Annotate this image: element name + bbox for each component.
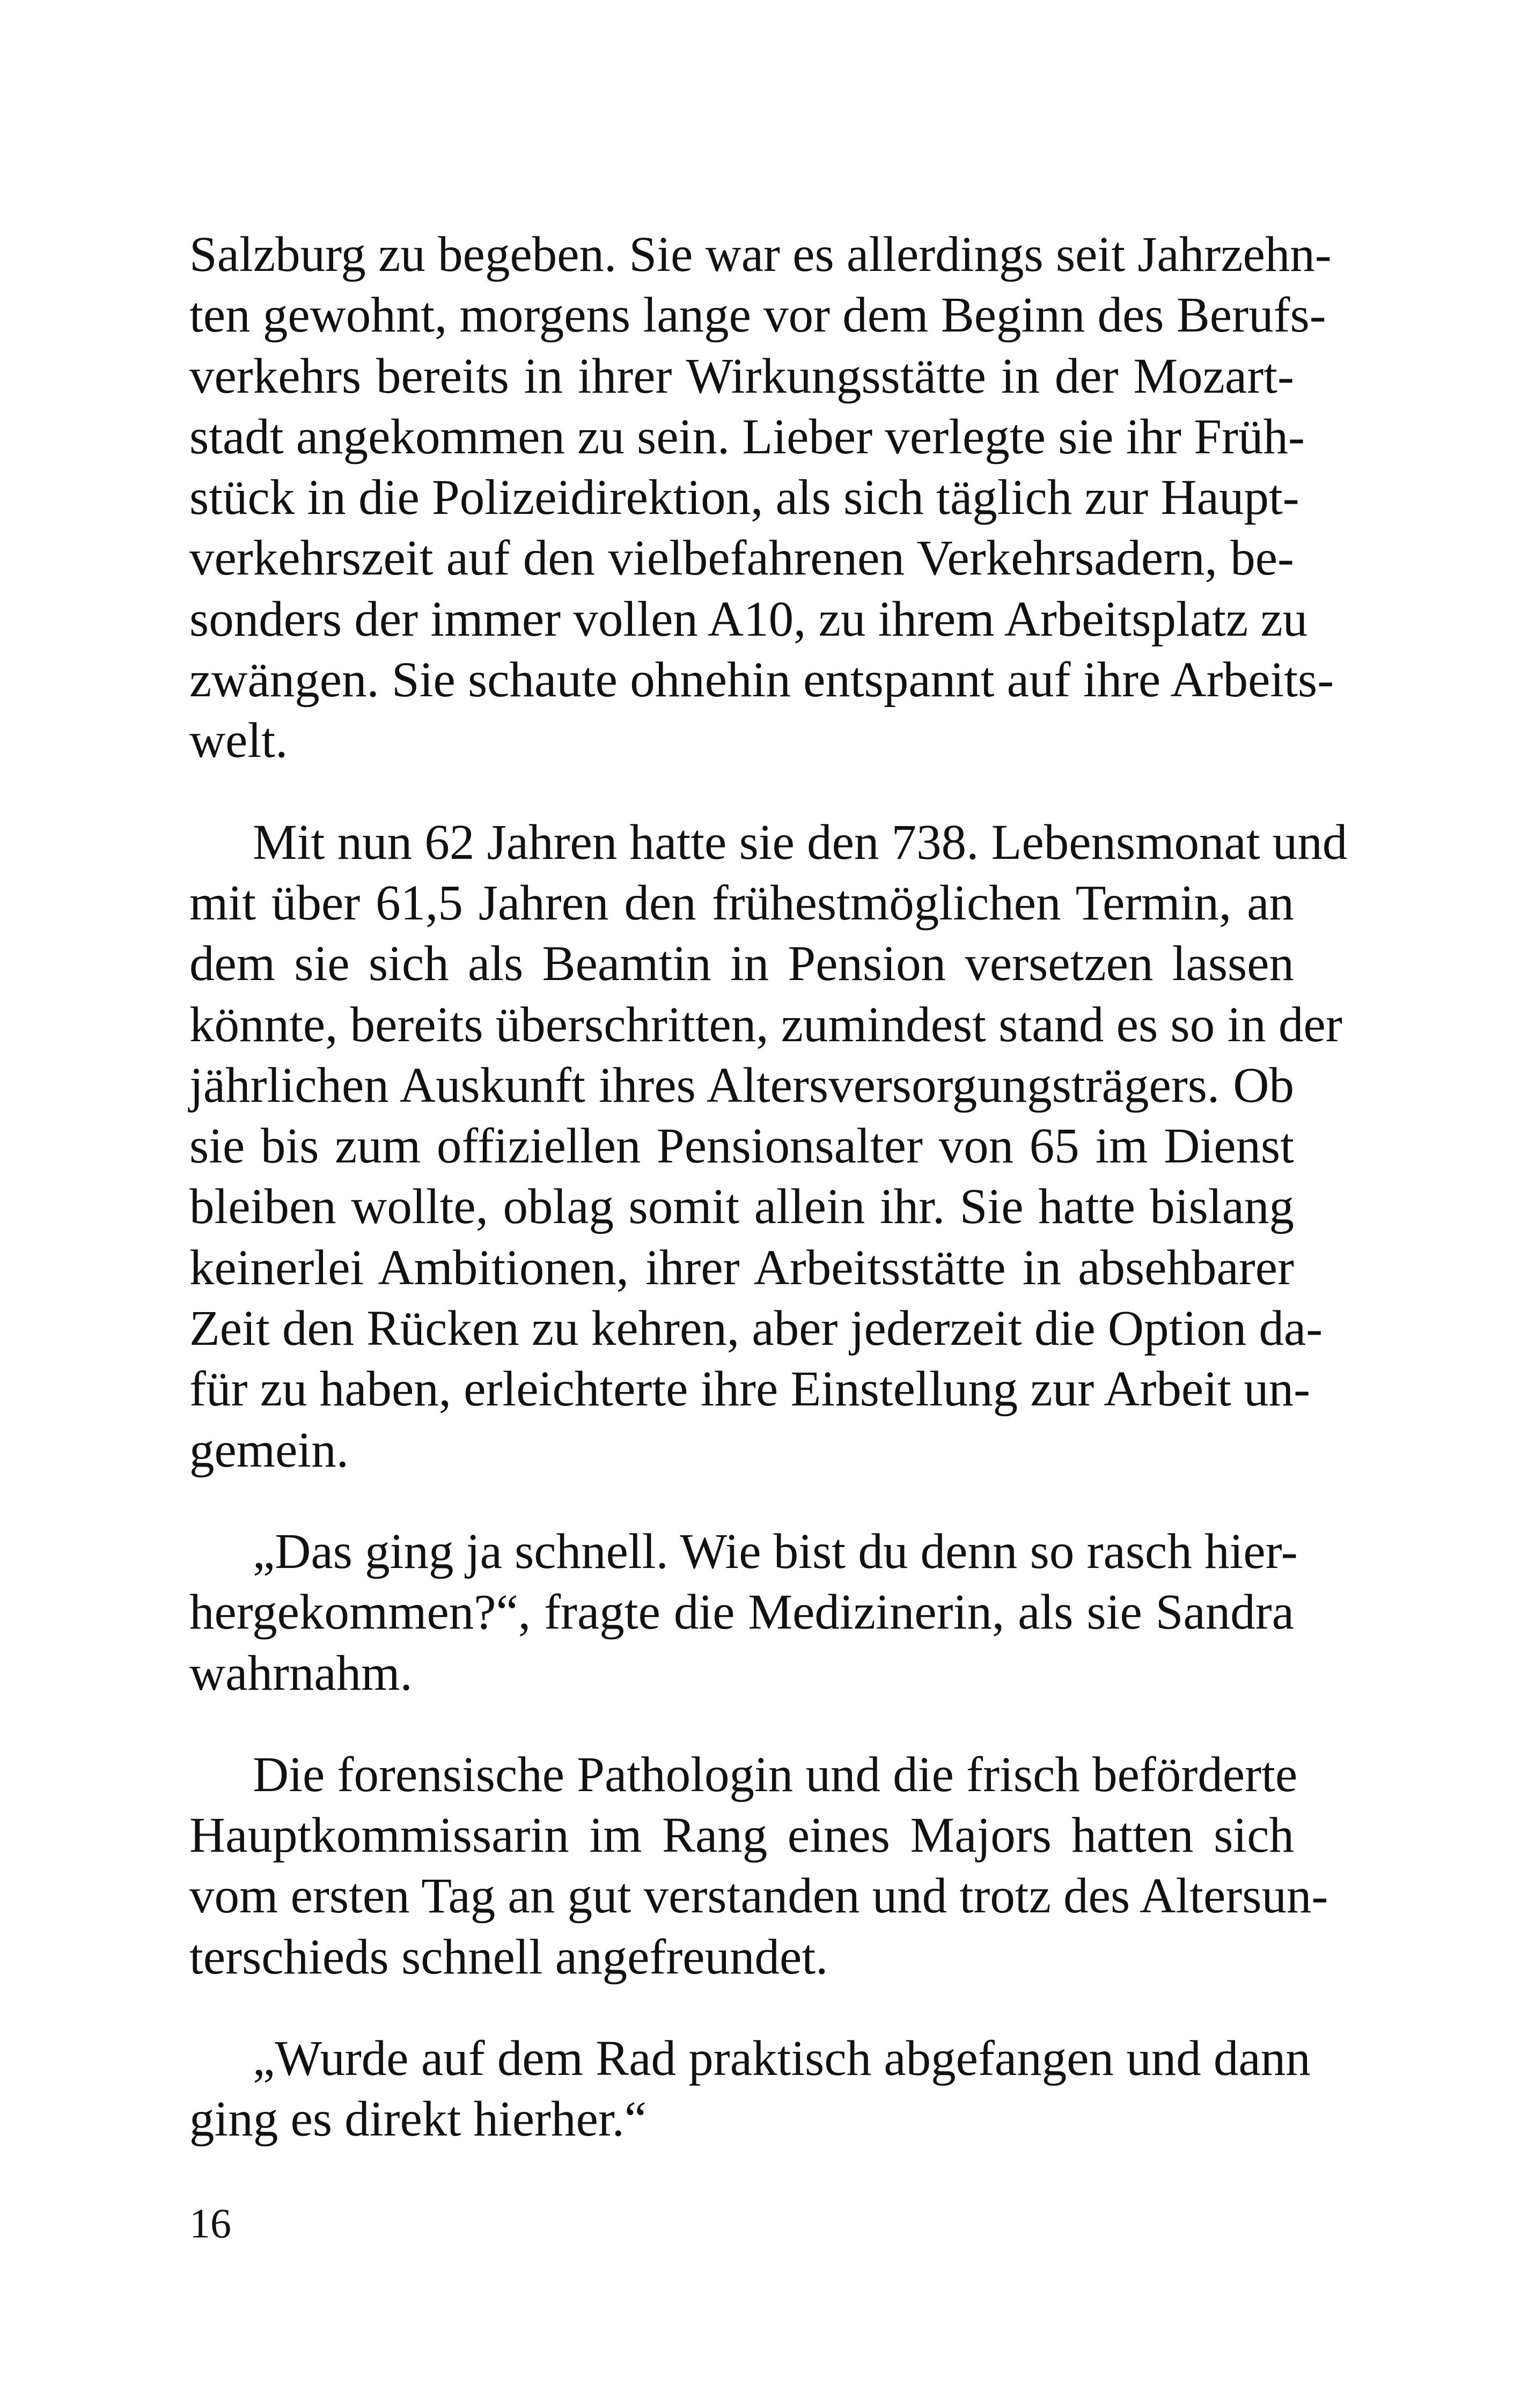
text-line: Zeit den Rücken zu kehren, aber jederzeit die Option da- [189, 1301, 1323, 1357]
text-line: ging es direkt hierher.“ [189, 2092, 647, 2147]
paragraph-1 [189, 224, 1334, 771]
text-line: ten gewohnt, morgens lange vor dem Beginn des Berufs- [189, 288, 1326, 343]
text-line: dem sie sich als Beamtin in Pension versetzen lassen [189, 936, 1294, 992]
page-number: 16 [189, 2200, 231, 2247]
paragraph-5 [189, 2028, 1311, 2150]
body-text [189, 224, 1348, 2150]
text-line: könnte, bereits überschritten, zumindest stand es so in der [189, 997, 1342, 1052]
paragraph-3 [189, 1521, 1298, 1704]
text-line: welt. [189, 713, 288, 769]
text-line: gemein. [189, 1422, 349, 1478]
text-line: vom ersten Tag an gut verstanden und trotz des Altersun- [189, 1868, 1328, 1924]
text-line: stadt angekommen zu sein. Lieber verlegte sie ihr Früh- [189, 409, 1305, 465]
text-line: sonders der immer vollen A10, zu ihrem Arbeitsplatz zu [189, 591, 1308, 647]
text-line: verkehrszeit auf den vielbefahrenen Verkehrsadern, be- [189, 531, 1294, 586]
paragraph-4 [189, 1744, 1328, 1987]
text-line: Mit nun 62 Jahren hatte sie den 738. Lebensmonat und [253, 814, 1348, 870]
text-line: Die forensische Pathologin und die frisch beförderte [253, 1747, 1298, 1802]
text-line: keinerlei Ambitionen, ihrer Arbeitsstätte in absehbarer [189, 1240, 1294, 1295]
text-line: „Das ging ja schnell. Wie bist du denn so rasch hier- [253, 1523, 1298, 1579]
text-line: zwängen. Sie schaute ohnehin entspannt auf ihre Arbeits- [189, 652, 1334, 708]
text-line: Salzburg zu begeben. Sie war es allerdings seit Jahrzehn- [189, 227, 1332, 282]
text-line: verkehrs bereits in ihrer Wirkungsstätte in der Mozart- [189, 348, 1294, 404]
text-line: „Wurde auf dem Rad praktisch abgefangen und dann [253, 2031, 1311, 2087]
text-line: terschieds schnell angefreundet. [189, 1929, 828, 1985]
text-line: stück in die Polizeidirektion, als sich täglich zur Haupt- [189, 470, 1299, 526]
text-line: jährlichen Auskunft ihres Altersversorgungsträgers. Ob [189, 1057, 1294, 1113]
text-line: bleiben wollte, oblag somit allein ihr. Sie hatte bislang [189, 1179, 1294, 1235]
text-line: sie bis zum offiziellen Pensionsalter von 65 im Dienst [189, 1118, 1294, 1174]
text-line: für zu haben, erleichterte ihre Einstellung zur Arbeit un- [189, 1361, 1311, 1417]
paragraph-gap [189, 1481, 1294, 1521]
text-line: mit über 61,5 Jahren den frühestmöglichen Termin, an [189, 875, 1294, 931]
text-line: wahrnahm. [189, 1645, 413, 1701]
text-line: hergekommen?“, fragte die Medizinerin, als sie Sandra [189, 1585, 1294, 1640]
paragraph-gap [189, 1704, 1294, 1744]
paragraph-2 [189, 812, 1348, 1481]
paragraph-gap [189, 1987, 1294, 2028]
paragraph-gap [189, 771, 1294, 812]
text-line: Hauptkommissarin im Rang eines Majors hatten sich [189, 1808, 1294, 1864]
